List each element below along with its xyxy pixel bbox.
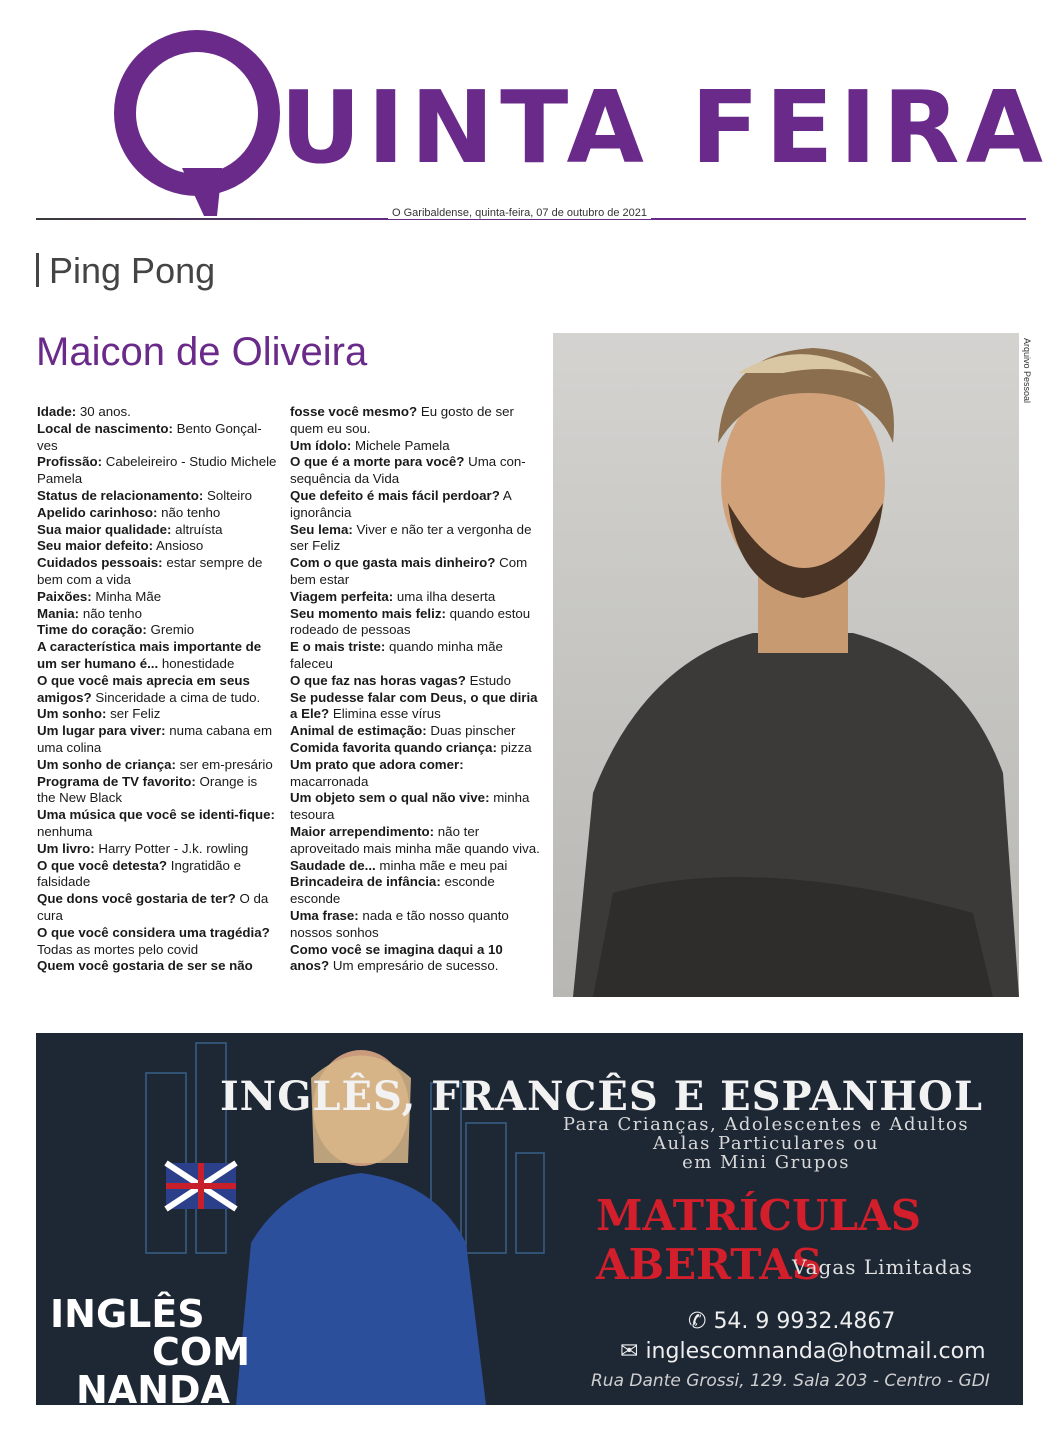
section-text: Ping Pong — [49, 250, 216, 291]
qa-answer: Viver e não ter a vergonha de ser Feliz — [290, 521, 532, 554]
qa-question: Um sonho de criança: — [37, 756, 176, 772]
qa-answer: Cabeleireiro - Studio Michele Pamela — [37, 454, 277, 487]
qa-item — [37, 606, 277, 623]
qa-question: Paixões: — [37, 588, 92, 604]
ad-brand-line1: INGLÊS — [50, 1292, 205, 1336]
ad-brand-line2: COM — [152, 1330, 251, 1374]
qa-question: Que defeito é mais fácil perdoar? — [290, 487, 500, 503]
ad-email — [620, 1339, 986, 1364]
qa-question: Animal de estimação: — [290, 723, 427, 739]
ad-brand-line3: NANDA — [76, 1368, 230, 1405]
qa-question: Um livro: — [37, 840, 95, 856]
qa-item — [290, 454, 540, 488]
qa-item — [37, 841, 277, 858]
ad-phone — [688, 1309, 895, 1334]
qa-answer: Sinceridade a cima de tudo. — [91, 689, 261, 705]
qa-question: O que é a morte para você? — [290, 454, 465, 470]
qa-answer: Todas as mortes pelo covid — [37, 941, 199, 957]
qa-answer: A ignorância — [290, 487, 511, 520]
ad-subtitle-line3: em Mini Grupos — [682, 1152, 850, 1173]
qa-question: Saudade de... — [290, 857, 376, 873]
qa-answer: nenhuma — [37, 823, 93, 839]
ad-subtitle-line1: Para Crianças, Adolescentes e Adultos — [562, 1114, 970, 1135]
portrait-illustration — [553, 333, 1019, 997]
qa-answer: minha mãe e meu pai — [375, 857, 508, 873]
whatsapp-icon: ✆ — [688, 1309, 707, 1334]
qa-item — [37, 555, 277, 589]
ad-phone-number: 54. 9 9932.4867 — [713, 1309, 896, 1334]
qa-answer: Orange is the New Black — [37, 773, 258, 806]
ad-brand-logo — [50, 1292, 251, 1405]
qa-question: O que você mais aprecia em seus amigos? — [37, 672, 250, 705]
qa-question: Seu maior defeito: — [37, 538, 153, 554]
masthead-title: UINTA FEIRA — [280, 69, 1049, 186]
qa-question: Idade: — [37, 404, 77, 419]
qa-answer: não tenho — [79, 605, 142, 621]
qa-item — [37, 538, 277, 555]
qa-question: Seu momento mais feliz: — [290, 605, 446, 621]
qa-item — [37, 589, 277, 606]
qa-question: A característica mais importante de um ser humano é... — [37, 639, 262, 671]
qa-item — [290, 673, 540, 690]
qa-answer: altruísta — [171, 521, 223, 537]
qa-item — [37, 774, 277, 808]
qa-answer: Ansioso — [153, 538, 204, 554]
qa-question: Sua maior qualidade: — [37, 521, 172, 537]
qa-question: Com o que gasta mais dinheiro? — [290, 555, 496, 571]
qa-question: Que dons você gostaria de ter? — [37, 891, 236, 907]
qa-item — [37, 639, 277, 673]
qa-answer: quando estou rodeado de pessoas — [290, 605, 531, 638]
qa-answer: Eu gosto de ser quem eu sou. — [290, 404, 514, 436]
qa-answer: Estudo — [465, 672, 511, 688]
portrait-photo — [553, 333, 1019, 997]
qa-question: Uma música que você se identi-fique: — [37, 807, 275, 823]
qa-question: O que você detesta? — [37, 857, 168, 873]
qa-answer: Com bem estar — [290, 555, 528, 587]
ad-address: Rua Dante Grossi, 129. Sala 203 - Centro - GDI — [591, 1371, 990, 1391]
qa-question: Se pudesse falar com Deus, o que diria a Ele? — [290, 689, 538, 722]
qa-answer: 30 anos. — [76, 404, 131, 419]
qa-item — [290, 908, 540, 942]
ad-subtitle — [506, 1115, 1023, 1172]
qa-question: Um lugar para viver: — [37, 723, 166, 739]
ad-enrollment-open: MATRÍCULAS ABERTAS — [596, 1191, 922, 1289]
qa-item — [290, 757, 540, 791]
qa-item — [37, 404, 277, 421]
qa-answer: uma ilha deserta — [393, 588, 496, 604]
qa-item — [290, 555, 540, 589]
qa-item — [37, 505, 277, 522]
qa-question: Profissão: — [37, 454, 103, 470]
qa-item — [37, 958, 277, 975]
qa-answer: não ter aproveitado mais minha mãe quando viva. — [290, 823, 540, 856]
qa-question: Quem você gostaria de ser se não — [37, 958, 253, 974]
qa-answer: Um empresário de sucesso. — [329, 958, 499, 974]
qa-item — [37, 706, 277, 723]
section-bar — [36, 253, 39, 287]
qa-question: Local de nascimento: — [37, 420, 173, 436]
qa-answer: não tenho — [157, 504, 221, 520]
qa-item — [290, 404, 540, 438]
qa-answer: Michele Pamela — [351, 437, 450, 453]
qa-item — [37, 858, 277, 892]
envelope-icon: ✉ — [620, 1339, 639, 1364]
photo-credit: Arquivo Pessoal — [1022, 338, 1032, 404]
qa-item — [290, 824, 540, 858]
qa-question: Programa de TV favorito: — [37, 773, 196, 789]
qa-question: Um objeto sem o qual não vive: — [290, 790, 490, 806]
qa-question: Brincadeira de infância: — [290, 874, 441, 890]
qa-question: Status de relacionamento: — [37, 487, 204, 503]
qa-column-2 — [290, 404, 540, 975]
qa-answer: O da cura — [37, 891, 269, 923]
qa-answer: Minha Mãe — [91, 588, 162, 604]
qa-answer: Bento Gonçal-ves — [37, 420, 262, 453]
ad-title: INGLÊS, FRANCÊS E ESPANHOL — [219, 1073, 983, 1120]
qa-question: O que você considera uma tragédia? — [37, 924, 270, 940]
qa-item — [37, 673, 277, 707]
qa-question: Mania: — [37, 605, 80, 621]
qa-answer: Ingratidão e falsidade — [37, 857, 241, 890]
qa-answer: Uma con-sequência da Vida — [290, 454, 526, 487]
masthead-q-logo — [112, 28, 287, 218]
qa-question: Seu lema: — [290, 521, 353, 537]
qa-question: Time do coração: — [37, 622, 147, 638]
qa-question: O que faz nas horas vagas? — [290, 672, 466, 688]
qa-item — [290, 488, 540, 522]
qa-item — [37, 757, 277, 774]
qa-answer: nada e tão nosso quanto nossos sonhos — [290, 907, 509, 940]
qa-question: Um prato que adora comer: — [290, 756, 464, 772]
qa-item — [37, 807, 277, 841]
masthead — [0, 0, 1058, 240]
qa-item — [290, 438, 540, 455]
qa-item — [290, 606, 540, 640]
qa-answer: Solteiro — [203, 487, 253, 503]
qa-column-1 — [37, 404, 277, 975]
qa-answer: ser em-presário — [175, 756, 273, 772]
qa-item — [37, 522, 277, 539]
qa-question: Como você se imagina daqui a 10 anos? — [290, 941, 503, 974]
qa-question: Um ídolo: — [290, 437, 352, 453]
ad-subtitle-line2: Aulas Particulares ou — [653, 1133, 879, 1154]
qa-question: Uma frase: — [290, 907, 359, 923]
qa-question: Comida favorita quando criança: — [290, 739, 497, 755]
qa-item — [290, 874, 540, 908]
qa-answer: quando minha mãe faleceu — [290, 639, 503, 671]
qa-item — [290, 858, 540, 875]
qa-answer: minha tesoura — [290, 790, 530, 823]
qa-question: E o mais triste: — [290, 639, 386, 655]
qa-item — [37, 488, 277, 505]
ad-limited-spots: Vagas Limitadas — [792, 1255, 973, 1279]
qa-question: Um sonho: — [37, 706, 107, 722]
dateline: O Garibaldense, quinta-feira, 07 de outubro de 2021 — [388, 207, 651, 219]
qa-question: Maior arrependimento: — [290, 823, 435, 839]
qa-answer: Gremio — [146, 622, 195, 638]
qa-item — [37, 421, 277, 455]
qa-answer: esconde esconde — [290, 874, 495, 907]
qa-answer: Duas pinscher — [426, 723, 516, 739]
qa-item — [290, 790, 540, 824]
qa-item — [290, 942, 540, 976]
qa-item — [37, 891, 277, 925]
qa-item — [290, 690, 540, 724]
ad-email-address[interactable]: inglescomnanda@hotmail.com — [645, 1339, 986, 1364]
qa-answer: pizza — [496, 739, 532, 755]
qa-item — [37, 454, 277, 488]
qa-item — [37, 925, 277, 959]
qa-answer: ser Feliz — [106, 706, 161, 722]
qa-item — [290, 589, 540, 606]
qa-question: fosse você mesmo? — [290, 404, 418, 419]
advertisement — [36, 1033, 1023, 1405]
section-label — [36, 250, 215, 292]
qa-answer: estar sempre de bem com a vida — [37, 555, 263, 587]
qa-answer: Elimina esse vírus — [329, 706, 441, 722]
qa-item — [290, 522, 540, 556]
qa-item — [290, 723, 540, 740]
qa-item — [37, 723, 277, 757]
qa-item — [290, 740, 540, 757]
qa-item — [290, 639, 540, 673]
qa-answer: macarronada — [290, 773, 369, 789]
qa-question: Apelido carinhoso: — [37, 504, 158, 520]
qa-answer: numa cabana em uma colina — [37, 723, 273, 755]
qa-question: Cuidados pessoais: — [37, 555, 163, 571]
qa-answer: Harry Potter - J.k. rowling — [94, 840, 249, 856]
page-title: Maicon de Oliveira — [36, 330, 368, 374]
qa-answer: honestidade — [158, 655, 235, 671]
qa-item — [37, 622, 277, 639]
qa-question: Viagem perfeita: — [290, 588, 394, 604]
